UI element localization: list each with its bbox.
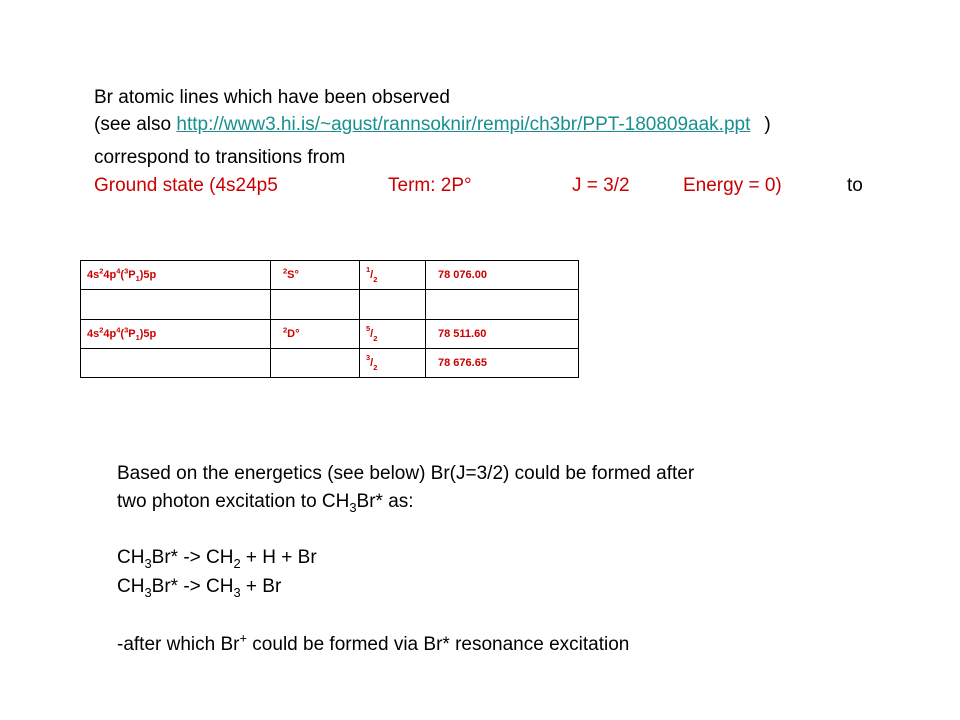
superscript: 2 [283, 266, 288, 276]
superscript: 3 [124, 324, 129, 334]
j-cell [360, 261, 426, 290]
superscript: 4 [116, 324, 121, 334]
energy-levels-table [80, 260, 579, 378]
denominator: 2 [373, 333, 378, 343]
intro-line-3: correspond to transitions from [94, 147, 346, 168]
energy-value: 78 511.60 [438, 327, 487, 340]
denominator: 2 [373, 275, 378, 285]
energy-value: 78 076.00 [438, 269, 487, 282]
term-cell [271, 290, 360, 319]
config-text: 4s [87, 327, 100, 340]
intro-line-2 [94, 113, 771, 136]
reference-link[interactable]: http://www3.hi.is/~agust/rannsoknir/rempi/ch3br/PPT-180809aak.ppt [176, 114, 751, 135]
table-row [81, 348, 579, 377]
term-text: D° [287, 327, 300, 340]
energy-value: 78 676.65 [438, 356, 487, 369]
config-text: )5p [139, 269, 157, 282]
energy-cell [426, 261, 579, 290]
superscript: 2 [99, 324, 104, 334]
fraction-slash: / [370, 327, 374, 340]
fraction-slash: / [370, 269, 374, 282]
j-cell [360, 348, 426, 377]
ground-state-line [94, 174, 894, 197]
subscript: 1 [135, 332, 140, 342]
table-row [81, 261, 579, 290]
intro-line-2-prefix: (see also [94, 114, 177, 135]
subscript: 3 [144, 584, 152, 600]
ground-state-energy: Energy = 0) [683, 175, 782, 196]
term-cell [271, 348, 360, 377]
ground-state-to: to [847, 175, 863, 196]
reaction-2-part-b: Br* -> CH [151, 576, 234, 597]
j-cell [360, 319, 426, 348]
numerator: 5 [366, 323, 371, 333]
energy-cell [426, 319, 579, 348]
reaction-2 [117, 575, 281, 598]
config-cell [81, 261, 271, 290]
subscript: 1 [135, 274, 140, 284]
reaction-1-part-b: Br* -> CH [151, 547, 234, 568]
energetics-line-2-text-b: Br* as: [356, 491, 414, 512]
superscript: 2 [283, 324, 288, 334]
intro-line-2-suffix: ) [764, 114, 771, 135]
reaction-1-part-c: + H + Br [240, 547, 317, 568]
ground-state-term: Term: 2P° [388, 175, 472, 196]
energetics-line-2 [117, 490, 414, 513]
term-cell [271, 319, 360, 348]
resonance-note-part-a: -after which Br [117, 634, 240, 655]
resonance-note-part-b: could be formed via Br* resonance excitation [247, 634, 630, 655]
config-cell [81, 290, 271, 319]
superscript: + [239, 630, 248, 646]
energy-cell [426, 290, 579, 319]
numerator: 1 [366, 265, 371, 275]
config-text: P [128, 269, 136, 282]
subscript: 3 [233, 584, 241, 600]
config-text: ( [120, 327, 125, 340]
superscript: 4 [116, 266, 121, 276]
energy-cell [426, 348, 579, 377]
config-text: ( [120, 269, 125, 282]
config-text: P [128, 327, 136, 340]
denominator: 2 [373, 363, 378, 373]
intro-line-1: Br atomic lines which have been observed [94, 87, 450, 108]
j-fraction [366, 265, 378, 285]
reaction-2-part-c: + Br [240, 576, 282, 597]
ground-state-config: Ground state (4s24p5 [94, 175, 278, 196]
energetics-line-1: Based on the energetics (see below) Br(J=3/2) could be formed after [117, 463, 695, 484]
ground-state-j: J = 3/2 [572, 175, 630, 196]
subscript: 3 [349, 499, 357, 515]
j-cell [360, 290, 426, 319]
term-text: S° [287, 269, 299, 282]
table-row [81, 319, 579, 348]
term-cell [271, 261, 360, 290]
config-cell [81, 319, 271, 348]
energetics-line-2-text: two photon excitation to CH [117, 491, 350, 512]
j-fraction [366, 323, 378, 343]
config-text: )5p [139, 327, 157, 340]
numerator: 3 [366, 353, 371, 363]
config-text: 4s [87, 269, 100, 282]
superscript: 2 [99, 266, 104, 276]
reaction-2-part-a: CH [117, 576, 145, 597]
config-text: 4p [103, 327, 117, 340]
config-text: 4p [103, 269, 117, 282]
subscript: 2 [233, 555, 241, 571]
resonance-note [117, 630, 630, 656]
config-cell [81, 348, 271, 377]
j-fraction [366, 353, 378, 373]
superscript: 3 [124, 266, 129, 276]
fraction-slash: / [370, 356, 374, 369]
subscript: 3 [144, 555, 152, 571]
reaction-1-part-a: CH [117, 547, 145, 568]
table-row [81, 290, 579, 319]
reaction-1 [117, 546, 317, 569]
